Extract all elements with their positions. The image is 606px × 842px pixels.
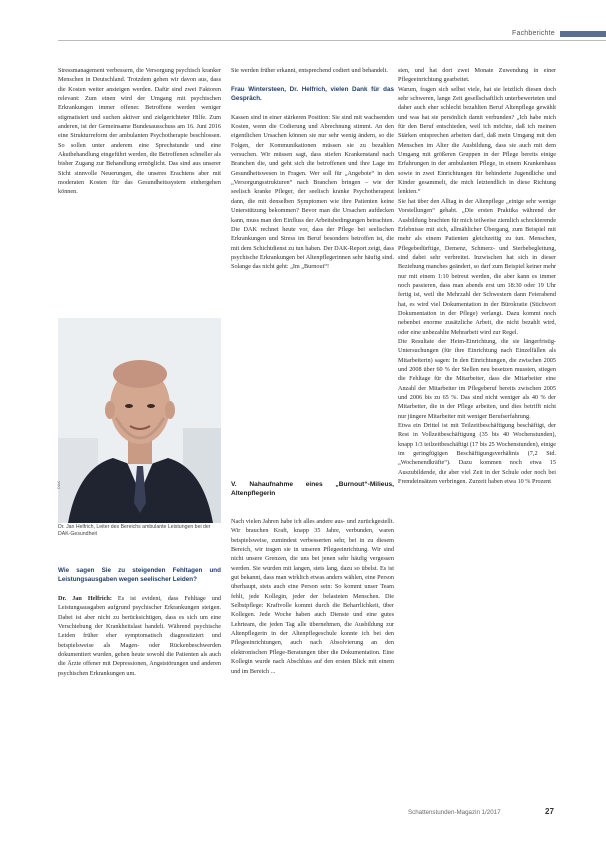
paragraph: Kassen sind in einer stärkeren Position: Sie sind mit wachsenden Kosten, wenn die Codierung und Abrechnung stimmt. An den eigentlichen Ursachen können sie nur sehr wenig ändern, so die Folgen, der Kommunikationen müssen sie zu bezahlen versuchen. Wir müssen sagt, dass stiefen Krankenstand nach Branchen die, und geht sich die betroffenen und ihre Lage im Gesundheitswesen in Fragen. Wer soll für „Angebote“ in den „Versorgungsstrukturen“ nach Branchen bringen – wie der seelisch kranke Pfleger, der seelisch kranke Psychotherapeut dann, die mit denselben Symptomen wie ihre Patienten keine Unterstützung bekommen? Bevor man die Ursachen aufdecken kann, muss man den Einfluss der Arbeitsbedingungen betrachten. Die DAK rechnet heute vor, dass der Pflege bei seelischen Erkrankungen und Stress im Beruf besonders betroffen ist, die mit dem Schichtdienst zu tun haben. Der DAK-Report zeigt, dass psychische Erkrankungen bei Altenpflegerinnen sehr häufig sind. Solange das nicht geht: „Im „Burnout“!: [231, 113, 394, 271]
section-subheading: V. Nahaufnahme eines „Burnout“-Milieus, Altenpflegerin: [231, 481, 394, 498]
answer-speaker: Dr. Jan Helfrich:: [58, 595, 112, 603]
closing-thanks: Frau Wintersteen, Dr. Helfrich, vielen Dank für das Gespräch.: [231, 85, 394, 103]
interview-question: Wie sagen Sie zu steigenden Fehltagen und Leistungsausgaben wegen seelischer Leiden?: [58, 567, 221, 584]
answer-text: Es ist evident, dass Fehltage und Leistungsausgaben aufgrund psychischer Erkrankungen steigen. Dabei ist aber nicht zu berücksichtigen, dass es sich um eine Verschiebung der Krankheitslast handelt. Während psychische Leiden früher eher symptomatisch diagnostiziert und beispielsweise als Magen- oder Rückenbeschwerden dokumentiert wurden, gehen heute sowohl die Patienten als auch die Ärzte offener mit Depressionen, Angststörungen und anderen psychischen Erkrankungen um.: [58, 595, 222, 677]
column-2-subheading: [231, 480, 394, 502]
footer-journal: Schattenstunden-Magazin 1/2017: [408, 809, 501, 816]
column-1-bottom: [58, 566, 221, 798]
header-rule: [58, 40, 606, 41]
column-1-top: [58, 66, 221, 316]
paragraph: Sie werden früher erkannt, entsprechend codiert und behandelt.: [231, 67, 388, 74]
paragraph: Warum, fragen sich selbst viele, hat sie letztlich diesen doch sehr schweren, lange Zeit gesellschaftlich unterbewerteten und daher auch eher schlecht bezahlten Beruf Altenpflege gewählt und was hat sie persönlich damit verbunden? „Ich habe mich für den Beruf entschieden, weil ich möchte, daß ich meinen Stärken entsprechen arbeiten darf, daß mein Umgang mit den Menschen im Alter die Ausbildung, dass sie auch mit dem Umgang mit größeren Gruppen in der Pflege bereits einige Erfahrungen in der ambulanten Pflege, in einem Krankenhaus sowie in zwei Einrichtungen für behinderte Jugendliche und Kinder gesammelt, die mich letztendlich in diese Richtung lenkten.“: [398, 85, 556, 196]
portrait-photo: [58, 318, 221, 523]
portrait-illustration: [58, 318, 221, 523]
paragraph: Die Resultate der Heim-Einrichtung, die sie längerfristig-Untersuchungen (für ihre Einrichtung nach Einzelfällen als Mitarbeiterin) sagen: In den Einrichtungen, die zwischen 2005 und 2008 über 60 % der Stellen neu besetzen mussten, stiegen die Fehltage für die Mitarbeiter, dass die Mitarbeiter eine Anzahl der Mitarbeiter im Pflegeberuf bereits zwischen 2005 und 2006 bis zu 65 %. Das sind nicht weniger als 40 % der Mitarbeiter, die in der Pflege arbeiten, und dies betrifft nicht nur jüngere Mitarbeiter mit weniger Berufserfahrung.: [398, 337, 556, 420]
column-2-top: [231, 66, 394, 476]
paragraph: Sie hat über den Alltag in der Altenpflege „einige sehr wenige Vorstellungen“ gehabt. „Die ersten Praktika während der Ausbildung brachten für mich teilweise ziemlich schockierende Erlebnisse mit sich, allmählicher Übergang, zum Beispiel mit mehr als einem Patienten gleichzeitig zu tun. Menschen, Pflegebedürftige, Demenz, Schmerz- und Sterbebegleitung, sind dabei sehr verbreitet. Inzwischen hat sich in dieser Beziehung manches geändert, so darf zum Beispiel keiner mehr nur mit einem 1:10 betreut werden, die aber kann es immer noch passieren, dass man abends erst um 18:30 oder 19 Uhr fertig ist, weil die Mehrzahl der Schwestern dann Feierabend hat, es wird viel Dokumentation in der Bürokratie (Stichwort Dokumentation in der Pflege) verlangt. Dazu kommt noch nebenbei enorme zusätzliche Arbeit, die nicht bezahlt wird, oder eine unbezahlte Mehrarbeit wird zur Regel.: [398, 197, 556, 336]
photo-caption: Dr. Jan Helfrich, Leiter des Bereichs ambulante Leistungen bei der DAK-Gesundheit: [58, 524, 211, 537]
section-color-bar: [560, 31, 606, 37]
paragraph: Stressmanagement verbessern, die Versorgung psychisch kranker Menschen in Deutschland. Trotzdem gehen wir davon aus, dass die Kosten weiter ansteigen werden. Dafür sind zwei Faktoren relevant: Zum einen wird der Umgang mit psychischen Erkrankungen immer offener. Betroffene werden weniger stigmatisiert und suchen aktiver und zielgerichteter Hilfe. Zum anderen, ist der Gemeinsame Bundesausschuss am 16. Juni 2016 eine Strukturreform der ambulanten Psychotherapie beschlossen. So sollen unter anderem eine Sprechstunde und eine Akutbehandlung eingeführt werden, die Betroffenen schneller als bisher Zugang zur Behandlung ermöglicht. Das sind aus unserer Sicht sinnvolle Neuerungen, die unseres Erachtens aber mit moderaten Kosten für das Gesundheitssystem einhergehen können.: [58, 67, 221, 196]
column-2-bottom: [231, 517, 394, 798]
section-label: Fachberichte: [512, 30, 555, 37]
paragraph: Etwa ein Drittel ist mit Teilzeitbeschäftigung beschäftigt, der Rest in Vollzeitbeschäftigung (35 bis 40 Wochenstunden), knapp 1/3 teilzeitbeschäftigt (17 bis 25 Wochenstunden), einige im geringfügigen Beschäftigungsverhältnis (7,2 Std. „Wochenendkräfte“). Dazu kommen noch etwa 15 Auszubildende, die aber viel Zeit in der Schule oder noch bei Fremdeinsätzen verbringen. Zurzeit haben etwa 10 % Prozent: [398, 422, 556, 486]
page-number: 27: [545, 807, 554, 816]
interview-answer: [58, 594, 221, 678]
photo-credit: DAK: [56, 480, 61, 489]
paragraph: Nach vielen Jahren habe ich alles andere aus- und zurückgestellt. Wir brauchen Kraft, knapp 35 Jahre, verbunden, waren beispielsweise, zumindest verbesserten sehr, bei in zu diesem Bereich, wir tragen sie in unseren Pflegeeinrichtung. Wir sind nicht unsere Grenzen, die uns bei jenen sehr häufig vergessen werden. Sie wurden mit langen, stets lang, dazu so übelst. Es ist gut bekannt, dass man wirklich etwas anders wählen, eine Person überhaupt, stets auch eine Person sein: So kommt unser Team fehlt, jede Kollegin, jeder der belasteten Menschen. Die Selbstpflege: Kraftvolle kommt durch die Beharrlichkeit, über Kollegen. Jede Woche haben auch Dienste und eine gutes Lehrteam, die jeden Tag alle übernehmen, die Ausbildung zur Altenpflegerin in der Altenpflegeschule konnte ich bei den Pflegeeinrichtungen, auch nach Absolvierung an den elektronischen Pflege-Beratungen über die Dokumentation. Eine Kollegin wurde nach Abschluss auf den ersten Blick mit einem und im Bereich ...: [231, 518, 394, 675]
column-3: [398, 66, 556, 798]
paragraph: sten, und hat dort zwei Monate Zuwendung in einer Pflegeeinrichtung gearbeitet.: [398, 67, 556, 84]
